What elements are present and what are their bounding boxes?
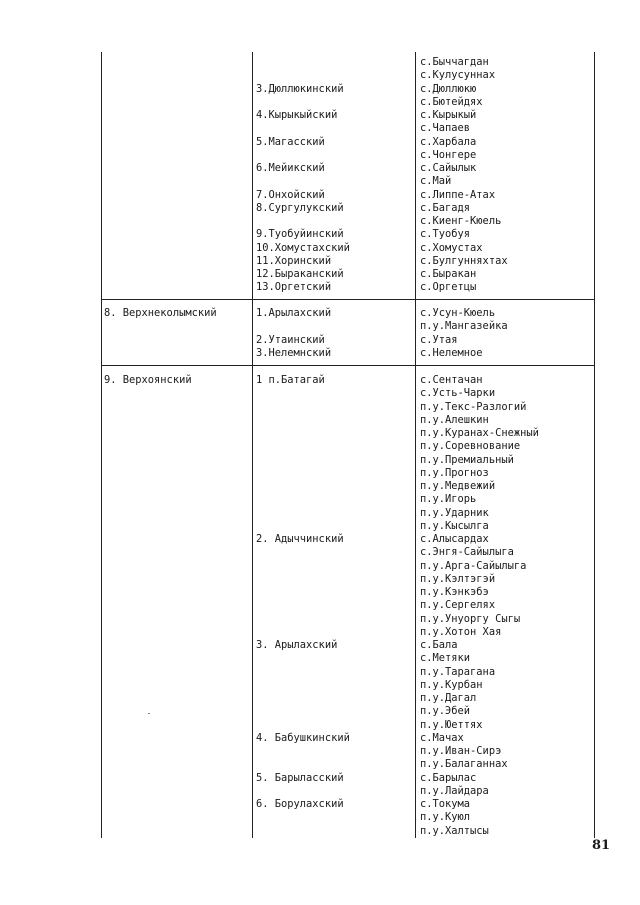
subdivision-name: 1.Арылахский — [256, 307, 332, 319]
settlement-name: п.у.Дагал — [420, 692, 477, 704]
settlement-name: с.Киенг-Кюель — [420, 215, 502, 227]
subdivision-name: 3.Нелемнский — [256, 346, 332, 359]
row-separator-2 — [101, 365, 595, 366]
settlement-name: с.Булгунняхтах — [420, 254, 508, 267]
district-name: 8. Верхнеколымский — [104, 307, 217, 319]
settlement-name: п.у.Лайдара — [420, 784, 489, 797]
settlement-name: п.у.Кэлтэгэй — [420, 572, 496, 585]
subdivision-name: 8.Сургулукский — [256, 201, 344, 214]
settlement-name: с.Усун-Кюель — [420, 307, 496, 319]
settlement-name: п.у.Эбей — [420, 705, 471, 718]
subdivision-name: 3. Арылахский — [256, 639, 338, 651]
district-name: 9. Верхоянский — [104, 374, 192, 386]
settlement-name: с.Оргетцы — [420, 281, 477, 294]
settlement-name: с.Хомустах — [420, 241, 483, 254]
settlement-name: п.у.Курбан — [420, 678, 483, 691]
subdivision-name: 12.Быраканский — [256, 268, 344, 280]
subdivision-name: 5.Магасский — [256, 135, 325, 148]
subdivision-name: 4. Бабушкинский — [256, 731, 350, 744]
settlement-name: п.у.Арга-Сайылыга — [420, 559, 527, 572]
table-column-divider-2 — [415, 52, 416, 838]
subdivision-name: 2. Адыччинский — [256, 533, 344, 545]
settlement-name: п.у.Сергелях — [420, 599, 496, 612]
settlement-name: с.Барылас — [420, 771, 477, 784]
settlement-name: с.Усть-Чарки — [420, 387, 496, 400]
settlement-name: п.у.Иван-Сирэ — [420, 745, 502, 757]
settlement-name: с.Бала — [420, 639, 458, 651]
settlement-name: с.Быракан — [420, 268, 477, 280]
settlement-name: с.Нелемное — [420, 346, 483, 359]
settlement-name: п.у.Алешкин — [420, 413, 489, 426]
subdivision-name: 6.Мейикский — [256, 162, 325, 174]
settlement-name: п.у.Мангазейка — [420, 320, 508, 333]
settlement-name: с.Багадя — [420, 201, 471, 214]
settlement-name: с.Сайылык — [420, 162, 477, 174]
table-column-divider-1 — [252, 52, 253, 838]
table-right-border — [594, 52, 595, 838]
page-number: 81 — [592, 838, 611, 853]
settlement-name: п.у.Игорь — [420, 493, 477, 506]
table-left-border — [101, 52, 102, 838]
settlement-name: с.Туобуя — [420, 228, 471, 241]
subdivision-name: 10.Хомустахский — [256, 241, 350, 254]
row-separator-1 — [101, 299, 595, 300]
settlement-name: с.Алысардах — [420, 533, 489, 545]
settlement-name: п.у.Халтысы — [420, 824, 489, 837]
settlement-name: с.Кырыкый — [420, 109, 477, 121]
settlement-name: п.у.Соревнование — [420, 440, 521, 453]
subdivision-name: 5. Барыласский — [256, 771, 344, 784]
subdivision-name: 4.Кырыкыйский — [256, 109, 338, 121]
settlement-name: с.Липпе-Атах — [420, 188, 496, 201]
subdivision-name: 6. Борулахский — [256, 798, 344, 810]
settlement-name: п.у.Хотон Хая — [420, 625, 502, 638]
settlement-name: с.Сентачан — [420, 374, 483, 386]
settlement-name: п.у.Куюл — [420, 811, 471, 824]
settlement-name: с.Токума — [420, 798, 471, 810]
settlement-name: п.у.Кэнкэбэ — [420, 586, 489, 598]
subdivision-name: 1 п.Батагай — [256, 374, 325, 386]
settlement-name: п.у.Тарагана — [420, 665, 496, 678]
settlement-name: п.у.Текс-Разлогий — [420, 400, 527, 413]
settlement-name: п.у.Унуоргу Сыгы — [420, 612, 521, 625]
subdivision-name: 13.Оргетский — [256, 281, 332, 294]
settlement-name: п.у.Прогноз — [420, 466, 489, 479]
settlement-name: п.у.Премиальный — [420, 453, 514, 466]
settlement-name: п.у.Кысылга — [420, 519, 489, 532]
subdivision-name: 11.Хоринский — [256, 254, 332, 267]
subdivision-name: 3.Дюллюкинский — [256, 82, 344, 95]
settlement-name: с.Метяки — [420, 652, 471, 665]
subdivision-name: 7.Онхойский — [256, 188, 325, 201]
settlement-name: с.Чапаев — [420, 122, 471, 135]
settlement-name: п.у.Куранах-Снежный — [420, 427, 539, 439]
settlement-name: п.у.Балаганнах — [420, 758, 508, 771]
settlement-name: с.Дюллюкю — [420, 82, 477, 95]
settlement-name: п.у.Ударник — [420, 506, 489, 519]
subdivision-name: 2.Утаинский — [256, 333, 325, 346]
settlement-name: п.у.Медвежий — [420, 480, 496, 492]
settlement-name: с.Энгя-Сайылыга — [420, 546, 514, 559]
settlement-name: с.Мачах — [420, 731, 464, 744]
settlement-name: с.Чонгере — [420, 148, 477, 161]
subdivision-name: 9.Туобуйинский — [256, 228, 344, 241]
settlement-name: п.у.Юеттях — [420, 718, 483, 731]
settlement-name: с.Кулусуннах — [420, 69, 496, 82]
settlement-name: с.Утая — [420, 333, 458, 346]
settlement-name: с.Май — [420, 175, 452, 188]
scan-mark — [148, 713, 150, 714]
settlement-name: с.Быччагдан — [420, 56, 489, 68]
settlement-name: с.Харбала — [420, 135, 477, 148]
settlement-name: с.Бютейдях — [420, 95, 483, 108]
